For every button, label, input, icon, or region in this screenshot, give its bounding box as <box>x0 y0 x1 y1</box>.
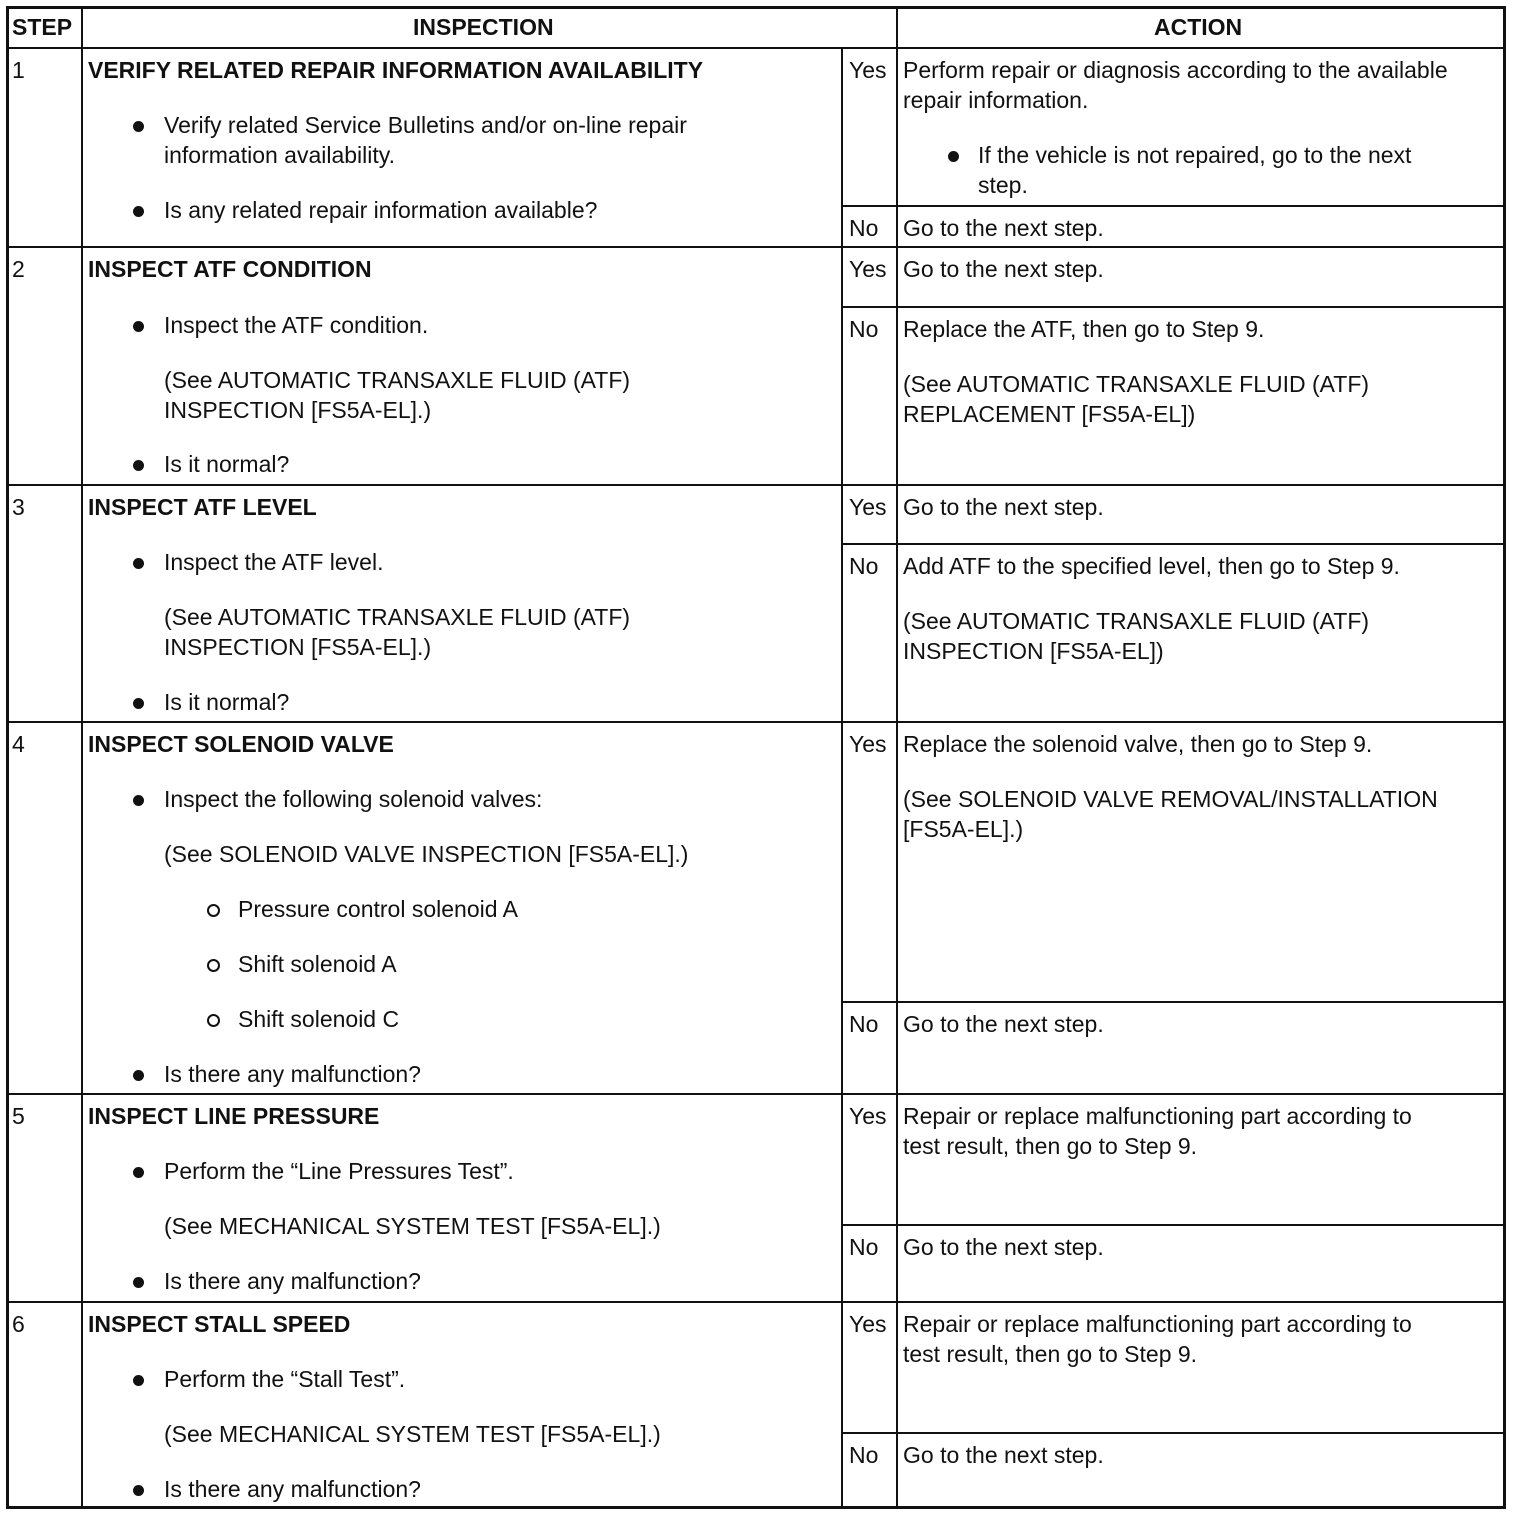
yes-action-text: Repair or replace malfunctioning part according to <box>903 1311 1412 1337</box>
yes-no-divider-2 <box>841 306 1505 308</box>
bullet-icon <box>133 1070 144 1081</box>
inspection-bullet-text: Verify related Service Bulletins and/or on-line repair <box>164 112 687 138</box>
no-action-reference: (See AUTOMATIC TRANSAXLE FLUID (ATF) <box>903 608 1370 634</box>
yes-action-text: Go to the next step. <box>903 494 1104 520</box>
step-title: VERIFY RELATED REPAIR INFORMATION AVAILABILITY <box>88 57 704 83</box>
inspection-bullet-text: Inspect the ATF level. <box>164 549 384 575</box>
solenoid-list-item: Shift solenoid C <box>238 1006 400 1032</box>
col-divider-yesno <box>841 48 843 1508</box>
no-action-text: Go to the next step. <box>903 1442 1104 1468</box>
sub-bullet-icon <box>207 959 220 972</box>
yes-label: Yes <box>849 57 887 83</box>
yes-label: Yes <box>849 256 887 282</box>
no-label: No <box>849 316 879 342</box>
yes-no-divider-1 <box>841 205 1505 207</box>
inspection-reference: (See SOLENOID VALVE INSPECTION [FS5A-EL].) <box>164 841 689 867</box>
no-action-text: Go to the next step. <box>903 1011 1104 1037</box>
inspection-reference: (See MECHANICAL SYSTEM TEST [FS5A-EL].) <box>164 1421 661 1447</box>
step-title: INSPECT LINE PRESSURE <box>88 1103 380 1129</box>
no-action-text: Replace the ATF, then go to Step 9. <box>903 316 1265 342</box>
row-divider-1 <box>8 246 1505 248</box>
inspection-reference: (See AUTOMATIC TRANSAXLE FLUID (ATF) <box>164 367 631 393</box>
yes-action-subtext: If the vehicle is not repaired, go to the next <box>978 142 1412 168</box>
inspection-question: Is it normal? <box>164 689 290 715</box>
header-action: ACTION <box>1154 14 1243 40</box>
yes-label: Yes <box>849 494 887 520</box>
yes-action-subtext: step. <box>978 172 1028 198</box>
yes-action-text: Perform repair or diagnosis according to the available <box>903 57 1448 83</box>
inspection-question: Is there any malfunction? <box>164 1061 421 1087</box>
yes-no-divider-6 <box>841 1432 1505 1434</box>
no-action-reference: INSPECTION [FS5A-EL]) <box>903 638 1164 664</box>
no-label: No <box>849 215 879 241</box>
inspection-reference: INSPECTION [FS5A-EL].) <box>164 397 432 423</box>
col-divider-action <box>896 8 898 1508</box>
row-divider-4 <box>8 1093 1505 1095</box>
inspection-reference: (See AUTOMATIC TRANSAXLE FLUID (ATF) <box>164 604 631 630</box>
row-divider-2 <box>8 484 1505 486</box>
bullet-icon <box>133 1375 144 1386</box>
inspection-question: Is there any malfunction? <box>164 1476 421 1502</box>
yes-label: Yes <box>849 1311 887 1337</box>
inspection-reference: INSPECTION [FS5A-EL].) <box>164 634 432 660</box>
no-label: No <box>849 553 879 579</box>
inspection-question: Is there any malfunction? <box>164 1268 421 1294</box>
bullet-icon <box>133 121 144 132</box>
step-number: 4 <box>12 731 25 757</box>
header-step: STEP <box>12 14 73 40</box>
bullet-icon <box>133 698 144 709</box>
no-label: No <box>849 1442 879 1468</box>
no-label: No <box>849 1234 879 1260</box>
solenoid-list-item: Pressure control solenoid A <box>238 896 518 922</box>
yes-label: Yes <box>849 1103 887 1129</box>
yes-action-text: test result, then go to Step 9. <box>903 1133 1198 1159</box>
row-divider-5 <box>8 1301 1505 1303</box>
bullet-icon <box>133 1167 144 1178</box>
bullet-icon <box>948 151 959 162</box>
yes-no-divider-4 <box>841 1001 1505 1003</box>
header-divider <box>8 47 1505 49</box>
yes-no-divider-5 <box>841 1224 1505 1226</box>
step-number: 6 <box>12 1311 25 1337</box>
row-divider-3 <box>8 721 1505 723</box>
yes-action-text: test result, then go to Step 9. <box>903 1341 1198 1367</box>
step-title: INSPECT ATF CONDITION <box>88 256 372 282</box>
no-action-text: Go to the next step. <box>903 215 1104 241</box>
yes-action-text: Repair or replace malfunctioning part according to <box>903 1103 1412 1129</box>
no-action-text: Go to the next step. <box>903 1234 1104 1260</box>
no-action-reference: REPLACEMENT [FS5A-EL]) <box>903 401 1196 427</box>
yes-action-text: Replace the solenoid valve, then go to Step 9. <box>903 731 1373 757</box>
inspection-bullet-text: Perform the “Stall Test”. <box>164 1366 406 1392</box>
no-action-reference: (See AUTOMATIC TRANSAXLE FLUID (ATF) <box>903 371 1370 397</box>
no-action-text: Add ATF to the specified level, then go to Step 9. <box>903 553 1400 579</box>
sub-bullet-icon <box>207 1014 220 1027</box>
bullet-icon <box>133 1485 144 1496</box>
no-label: No <box>849 1011 879 1037</box>
step-number: 3 <box>12 494 25 520</box>
header-inspection: INSPECTION <box>413 14 554 40</box>
bullet-icon <box>133 206 144 217</box>
yes-action-reference: (See SOLENOID VALVE REMOVAL/INSTALLATION <box>903 786 1438 812</box>
inspection-bullet-text: information availability. <box>164 142 395 168</box>
step-number: 5 <box>12 1103 25 1129</box>
bullet-icon <box>133 795 144 806</box>
yes-action-text: repair information. <box>903 87 1089 113</box>
yes-action-text: Go to the next step. <box>903 256 1104 282</box>
bullet-icon <box>133 1277 144 1288</box>
step-number: 1 <box>12 57 25 83</box>
sub-bullet-icon <box>207 904 220 917</box>
col-divider-step <box>81 8 83 1508</box>
step-title: INSPECT SOLENOID VALVE <box>88 731 394 757</box>
solenoid-list-item: Shift solenoid A <box>238 951 397 977</box>
yes-no-divider-3 <box>841 543 1505 545</box>
yes-action-reference: [FS5A-EL].) <box>903 816 1024 842</box>
step-title: INSPECT STALL SPEED <box>88 1311 351 1337</box>
bullet-icon <box>133 460 144 471</box>
inspection-bullet-text: Perform the “Line Pressures Test”. <box>164 1158 514 1184</box>
inspection-question: Is it normal? <box>164 451 290 477</box>
inspection-reference: (See MECHANICAL SYSTEM TEST [FS5A-EL].) <box>164 1213 661 1239</box>
yes-label: Yes <box>849 731 887 757</box>
bullet-icon <box>133 321 144 332</box>
step-number: 2 <box>12 256 25 282</box>
bullet-icon <box>133 558 144 569</box>
inspection-bullet-text: Inspect the following solenoid valves: <box>164 786 543 812</box>
inspection-bullet-text: Inspect the ATF condition. <box>164 312 429 338</box>
inspection-question: Is any related repair information available? <box>164 197 598 223</box>
step-title: INSPECT ATF LEVEL <box>88 494 317 520</box>
